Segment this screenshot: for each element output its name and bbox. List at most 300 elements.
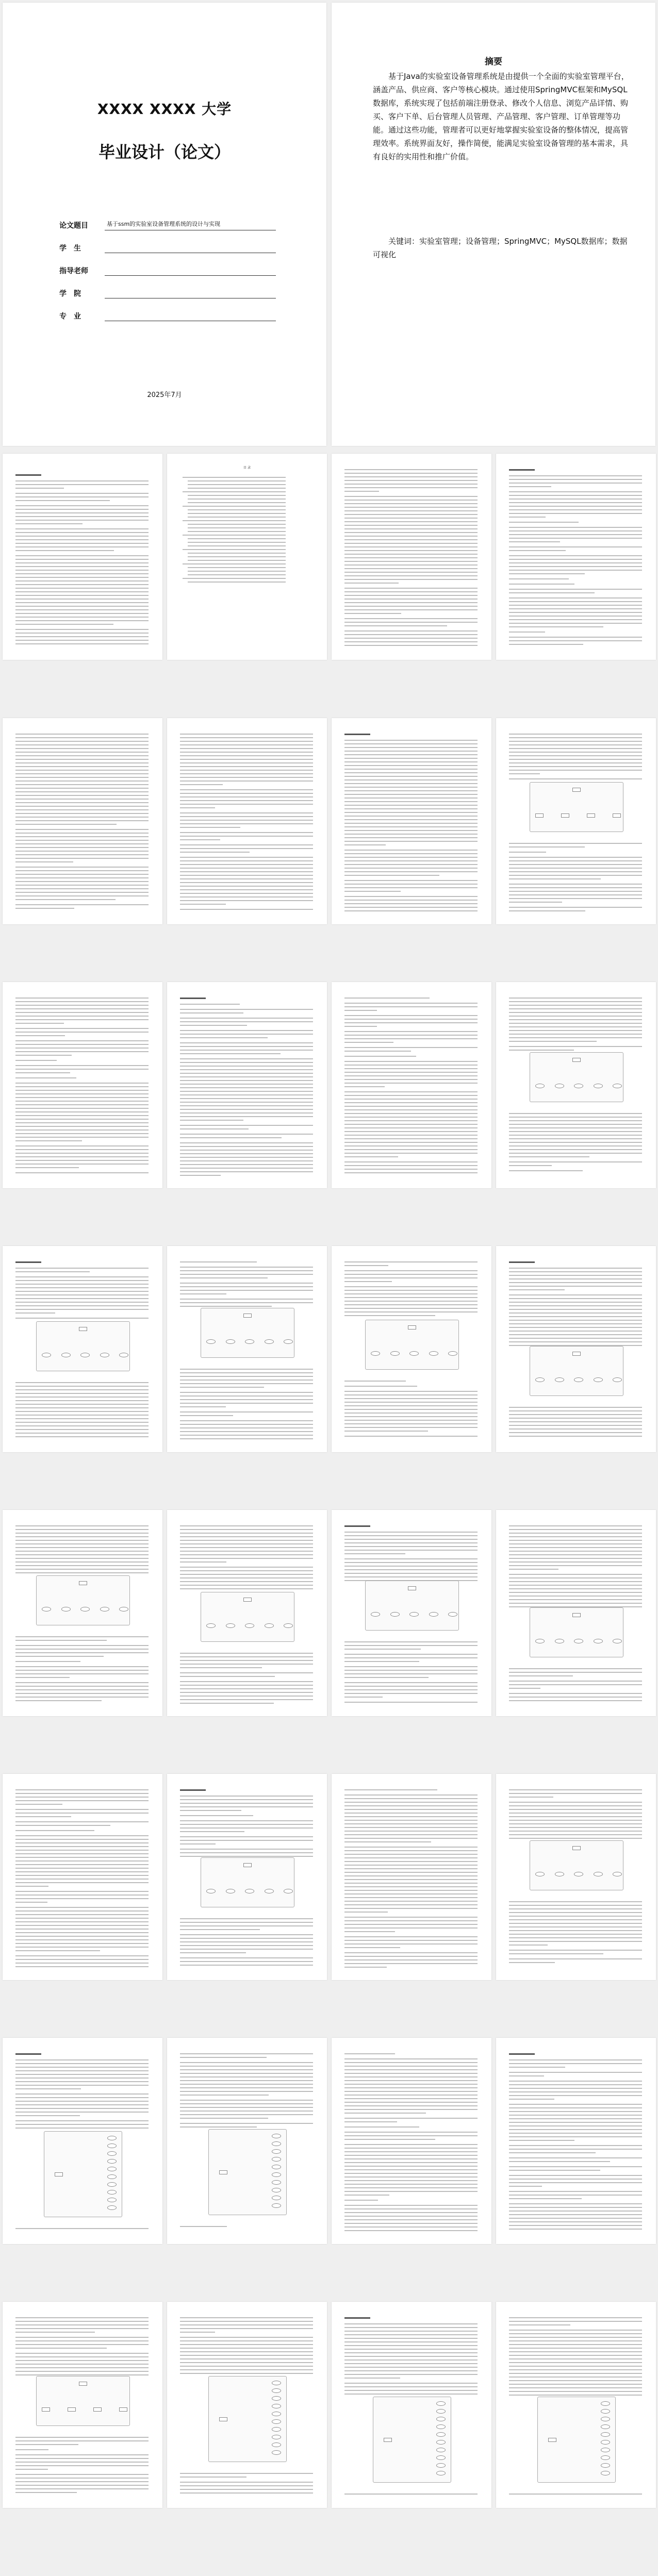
text-line — [180, 1037, 268, 1038]
text-line — [180, 2100, 313, 2101]
text-line — [180, 2080, 313, 2081]
text-line — [15, 2462, 149, 2463]
text-line — [344, 487, 478, 488]
text-line — [509, 1309, 642, 1310]
text-line — [15, 1077, 76, 1078]
figure-diagram — [373, 2397, 451, 2483]
text-line — [509, 2395, 642, 2396]
text-line — [15, 744, 149, 745]
text-line — [509, 1838, 642, 1839]
text-line — [180, 839, 220, 840]
cover-field-label: 指导老师 — [59, 267, 88, 275]
text-line — [180, 1843, 216, 1844]
toc-entry-line — [188, 553, 286, 554]
text-line — [180, 1941, 313, 1942]
text-line — [509, 578, 569, 579]
text-line — [180, 1306, 272, 1307]
text-line — [180, 1667, 262, 1668]
text-line — [509, 1693, 642, 1694]
text-line — [15, 1418, 149, 1419]
text-line — [15, 1072, 70, 1073]
text-line — [344, 1539, 478, 1540]
text-line — [344, 1809, 478, 1810]
text-line — [344, 1286, 478, 1287]
text-line — [509, 2104, 642, 2105]
text-line — [509, 1916, 642, 1917]
text-line — [509, 616, 642, 617]
text-line — [180, 1918, 313, 1919]
text-line — [344, 500, 478, 501]
text-line — [15, 1864, 149, 1865]
text-line — [344, 844, 386, 845]
text-line — [15, 1871, 149, 1872]
toc-entry-line — [183, 520, 286, 521]
text-line — [344, 602, 478, 603]
text-line — [15, 1280, 149, 1281]
text-line — [509, 1540, 642, 1541]
text-line — [344, 2334, 478, 2335]
text-line — [509, 894, 642, 895]
text-line — [15, 629, 149, 630]
text-line — [15, 824, 117, 825]
text-line — [344, 2062, 478, 2063]
text-line — [180, 1427, 313, 1428]
text-line — [344, 797, 478, 799]
diagram-oval-node — [272, 2203, 281, 2208]
text-line — [180, 2473, 313, 2474]
diagram-node — [574, 1872, 583, 1876]
text-line — [344, 1153, 478, 1154]
text-line — [180, 1012, 243, 1013]
text-line — [15, 1950, 100, 1951]
text-line — [509, 1327, 642, 1328]
text-line — [180, 2107, 313, 2108]
document-page-thumbnail — [332, 1510, 491, 1716]
text-line — [344, 1391, 478, 1392]
text-line — [344, 1095, 478, 1096]
text-line — [509, 1050, 574, 1051]
text-line — [15, 602, 149, 603]
text-line — [15, 577, 149, 578]
diagram-node — [594, 1872, 603, 1876]
diagram-node — [535, 813, 544, 818]
text-line — [15, 2474, 149, 2475]
text-line — [344, 1883, 478, 1884]
text-line — [15, 580, 149, 581]
text-line — [509, 1410, 642, 1411]
text-line — [509, 631, 545, 633]
text-line — [344, 1805, 478, 1806]
text-line — [180, 1672, 313, 1673]
text-line — [509, 2333, 642, 2334]
text-line — [509, 902, 562, 903]
text-line — [180, 1415, 233, 1416]
text-line — [180, 2073, 313, 2074]
text-line — [180, 1424, 313, 1425]
toc-entry-line — [188, 571, 286, 572]
text-line — [15, 493, 149, 494]
toc-entry-line — [188, 502, 286, 503]
text-line — [509, 475, 642, 476]
text-line — [509, 2391, 642, 2392]
text-line — [509, 2207, 642, 2208]
text-line — [15, 1697, 149, 1698]
text-line — [344, 2394, 478, 2395]
text-line — [509, 2494, 642, 2495]
text-line — [344, 568, 478, 569]
diagram-node — [390, 1612, 400, 1617]
text-line — [344, 1967, 387, 1968]
text-line — [344, 1838, 478, 1839]
text-line — [509, 1161, 642, 1162]
text-line — [344, 1172, 478, 1173]
text-line — [509, 1930, 642, 1931]
text-line — [180, 807, 215, 808]
text-line — [180, 836, 313, 837]
document-page-thumbnail — [3, 2302, 162, 2508]
text-line — [180, 755, 313, 756]
text-line — [15, 1921, 149, 1922]
text-line — [15, 836, 149, 837]
text-line — [180, 1050, 313, 1051]
text-line — [15, 1561, 149, 1563]
text-line — [15, 2485, 149, 2486]
diagram-oval-node — [272, 2149, 281, 2154]
document-page-thumbnail — [332, 2302, 491, 2508]
text-line — [509, 2324, 570, 2325]
text-line — [509, 597, 642, 599]
text-line — [344, 2187, 478, 2188]
text-line — [15, 1268, 149, 1269]
text-line — [344, 1065, 478, 1066]
text-line — [180, 1699, 313, 1700]
text-line — [15, 770, 149, 771]
text-line — [344, 860, 478, 861]
text-line — [180, 1403, 313, 1404]
text-line — [344, 819, 478, 820]
document-page-thumbnail — [496, 2038, 656, 2244]
diagram-oval-node — [436, 2440, 446, 2445]
text-line — [509, 887, 642, 888]
diagram-oval-node — [272, 2188, 281, 2192]
text-line — [509, 2107, 642, 2108]
text-line — [509, 778, 642, 779]
text-line — [15, 2444, 78, 2445]
text-line — [180, 1286, 313, 1287]
text-line — [15, 1422, 149, 1423]
diagram-node — [535, 1639, 545, 1643]
text-line — [15, 609, 149, 610]
text-line — [15, 2449, 48, 2450]
text-line — [15, 1700, 102, 1701]
text-line — [509, 2191, 642, 2192]
text-line — [344, 1297, 478, 1298]
text-line — [509, 1668, 642, 1669]
text-line — [180, 1120, 243, 1121]
text-line — [509, 2175, 642, 2176]
text-line — [180, 896, 313, 898]
text-line — [344, 634, 478, 635]
diagram-oval-node — [107, 2136, 117, 2140]
text-line — [15, 817, 149, 818]
text-line — [180, 2477, 246, 2478]
text-line — [180, 1533, 313, 1534]
text-line — [15, 1656, 104, 1657]
text-line — [180, 2123, 313, 2124]
text-line — [344, 1834, 478, 1835]
text-line — [344, 2176, 478, 2178]
text-line — [344, 1056, 416, 1057]
text-line — [15, 1853, 149, 1854]
text-line — [344, 754, 478, 755]
text-line — [509, 637, 642, 638]
text-line — [509, 1525, 642, 1526]
text-line — [344, 606, 478, 607]
text-line — [180, 1803, 313, 1804]
text-line — [15, 892, 149, 893]
text-line — [344, 1956, 478, 1957]
text-line — [15, 1016, 149, 1017]
text-line — [15, 532, 149, 533]
toc-entry-line — [188, 545, 286, 546]
diagram-oval-node — [601, 2471, 610, 2475]
toc-entry-line — [183, 563, 286, 564]
diagram-node — [119, 2407, 127, 2412]
text-line — [15, 2228, 149, 2229]
text-line — [15, 1943, 149, 1944]
text-line — [509, 1026, 642, 1027]
text-line — [15, 528, 149, 529]
text-line — [15, 2317, 149, 2318]
text-line — [15, 1172, 149, 1173]
diagram-oval-node — [272, 2450, 281, 2455]
text-line — [15, 539, 149, 540]
text-line — [344, 2191, 478, 2192]
text-line — [180, 1168, 313, 1169]
text-line — [15, 1302, 149, 1303]
text-line — [180, 2321, 313, 2322]
text-line — [509, 998, 642, 999]
text-line — [180, 1399, 313, 1400]
text-line — [509, 2125, 642, 2126]
text-line — [180, 766, 313, 767]
text-line — [509, 534, 642, 535]
text-line — [180, 864, 313, 865]
text-line — [15, 1012, 149, 1013]
text-line — [15, 1145, 149, 1146]
text-line — [180, 1091, 313, 1092]
text-line — [180, 2062, 313, 2063]
text-line — [509, 1334, 642, 1335]
text-line — [509, 748, 642, 749]
text-line — [180, 1073, 313, 1074]
text-line — [344, 1127, 478, 1128]
text-line — [180, 2344, 313, 2345]
text-line — [15, 1891, 149, 1892]
text-line — [15, 1400, 149, 1401]
text-line — [180, 1831, 244, 1832]
text-line — [180, 1692, 313, 1693]
text-line — [180, 1160, 313, 1161]
text-line — [344, 2066, 478, 2067]
diagram-oval-node — [272, 2412, 281, 2416]
text-line — [344, 579, 478, 580]
text-line — [344, 1682, 478, 1683]
text-line — [344, 2363, 478, 2364]
diagram-node — [80, 1353, 90, 1357]
text-line — [15, 1565, 149, 1566]
text-line — [344, 1120, 478, 1121]
text-line — [15, 1023, 64, 1024]
diagram-oval-node — [272, 2388, 281, 2393]
text-line — [15, 1547, 149, 1548]
text-line — [509, 1418, 642, 1419]
text-line — [509, 1558, 642, 1559]
text-line — [15, 1276, 149, 1277]
text-line — [15, 1875, 149, 1876]
text-line — [180, 1034, 313, 1035]
text-line — [15, 1677, 70, 1678]
diagram-oval-node — [107, 2205, 117, 2210]
text-line — [509, 2380, 642, 2381]
text-line — [344, 554, 478, 555]
text-line — [344, 476, 478, 477]
text-line — [344, 765, 478, 766]
text-line — [344, 1135, 478, 1136]
text-line — [509, 1135, 642, 1136]
text-line — [15, 2371, 149, 2372]
diagram-node — [79, 1581, 87, 1585]
text-line — [509, 550, 566, 551]
text-line — [344, 503, 478, 504]
text-line — [509, 517, 546, 518]
text-line — [15, 2348, 107, 2349]
text-line — [180, 844, 313, 845]
text-line — [180, 1069, 313, 1070]
text-line — [180, 1372, 313, 1373]
text-line — [15, 2074, 149, 2075]
text-line — [15, 1533, 149, 1534]
text-line — [15, 1129, 149, 1131]
diagram-node — [535, 1872, 545, 1876]
text-line — [180, 800, 313, 801]
text-line — [509, 1428, 642, 1430]
text-line — [509, 2321, 642, 2322]
text-line — [509, 1937, 642, 1938]
text-line — [15, 1879, 149, 1880]
text-line — [344, 2184, 478, 2185]
text-line — [344, 1689, 478, 1690]
diagram-node — [219, 2170, 227, 2174]
text-line — [344, 484, 478, 485]
text-line — [15, 555, 149, 556]
text-line — [180, 1042, 313, 1043]
text-line — [15, 1032, 149, 1033]
text-line — [509, 2198, 582, 2199]
text-line — [509, 875, 642, 876]
text-line — [509, 498, 642, 500]
diagram-oval-node — [436, 2463, 446, 2468]
text-line — [15, 1932, 149, 1933]
text-line — [344, 1697, 383, 1698]
diagram-oval-node — [107, 2198, 117, 2202]
text-line — [509, 2115, 642, 2116]
text-line — [15, 773, 149, 774]
text-line — [15, 858, 149, 859]
text-line — [344, 2135, 478, 2136]
figure-diagram — [365, 1320, 459, 1370]
text-line — [344, 816, 478, 817]
diagram-node — [594, 1084, 603, 1088]
text-line — [344, 1436, 478, 1437]
text-line — [344, 1875, 478, 1876]
abstract-heading: 摘要 — [485, 57, 502, 67]
text-line — [344, 1813, 478, 1814]
document-page-thumbnail — [3, 718, 162, 924]
text-line — [509, 1953, 603, 1954]
text-line — [344, 2139, 435, 2140]
section-heading-bar — [509, 2053, 535, 2055]
diagram-node — [265, 1889, 274, 1893]
text-line — [344, 1308, 478, 1309]
figure-diagram — [365, 1581, 459, 1631]
text-line — [344, 1645, 478, 1646]
text-line — [180, 1277, 268, 1278]
text-line — [344, 2069, 478, 2070]
text-line — [509, 1037, 642, 1038]
text-line — [15, 1882, 149, 1883]
text-line — [180, 827, 240, 828]
diagram-node — [206, 1623, 216, 1628]
text-line — [344, 1265, 388, 1266]
text-line — [509, 491, 642, 492]
diagram-node — [119, 1353, 128, 1357]
text-line — [15, 636, 149, 637]
text-line — [15, 1164, 149, 1165]
text-line — [180, 780, 313, 782]
text-line — [15, 1425, 149, 1426]
text-line — [509, 1793, 642, 1794]
text-line — [509, 1797, 553, 1798]
diagram-node — [555, 1084, 564, 1088]
text-line — [509, 1834, 642, 1835]
text-line — [15, 509, 149, 510]
text-line — [180, 759, 313, 760]
cover-page — [3, 3, 326, 446]
text-line — [344, 1854, 478, 1855]
text-line — [344, 834, 478, 835]
text-line — [509, 2152, 596, 2153]
text-line — [15, 1813, 149, 1814]
text-line — [509, 530, 642, 531]
text-line — [509, 2211, 642, 2212]
text-line — [509, 2362, 642, 2363]
diagram-node — [206, 1889, 216, 1893]
diagram-oval-node — [272, 2180, 281, 2185]
text-line — [15, 1525, 149, 1526]
text-line — [180, 1796, 313, 1797]
text-line — [15, 1305, 149, 1306]
text-line — [344, 1959, 478, 1960]
text-line — [344, 2076, 478, 2078]
text-line — [15, 874, 149, 875]
toc-entry-line — [183, 578, 286, 579]
text-line — [509, 898, 642, 899]
text-line — [509, 1592, 642, 1593]
text-line — [344, 557, 478, 558]
diagram-node — [429, 1612, 438, 1617]
text-line — [509, 509, 642, 510]
